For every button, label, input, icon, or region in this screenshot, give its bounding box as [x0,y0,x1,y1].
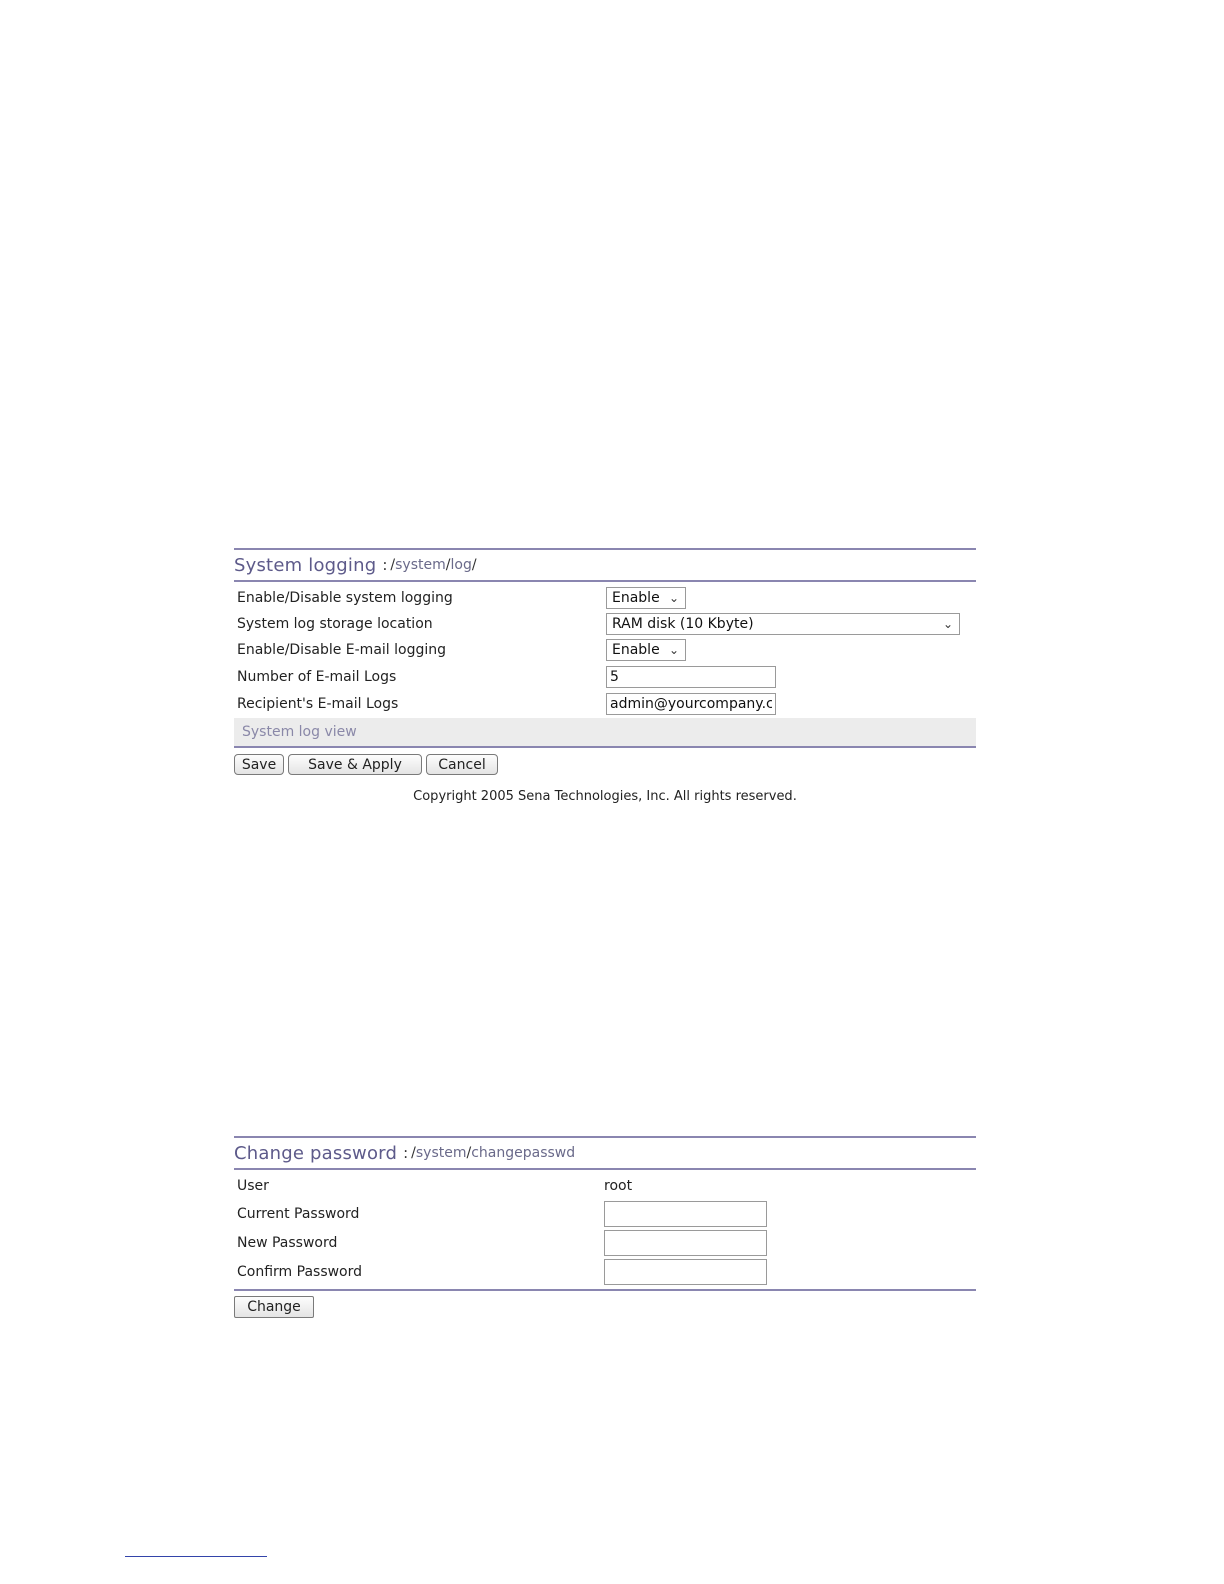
copyright-text: Copyright 2005 Sena Technologies, Inc. All rights reserved. [413,789,797,804]
panel-header [234,550,976,580]
breadcrumb-item[interactable]: system [415,1145,467,1161]
select-value: Enable [612,642,660,658]
footnote-divider [125,1556,267,1557]
system-log-view-link[interactable]: System log view [242,724,357,740]
log-view-bar [234,718,976,746]
user-value: root [604,1178,633,1194]
breadcrumb-item[interactable]: system [395,557,446,573]
chevron-down-icon: ⌄ [668,643,679,657]
page-title: Change password [234,1142,398,1164]
panel-header [234,1138,976,1168]
field-label: Current Password [237,1205,360,1222]
form-row [234,1257,976,1286]
title-separator: : [403,1144,409,1162]
form-row [234,585,976,611]
form-row [234,1228,976,1257]
breadcrumb-item[interactable]: log [450,557,472,573]
title-separator: : [382,556,388,574]
select-value: Enable [612,590,660,606]
form-row [234,690,976,718]
button-bar [234,1296,976,1318]
page-title: System logging [234,554,377,576]
field-label: Enable/Disable system logging [237,590,453,606]
email-logging-select[interactable] [606,639,686,661]
change-button[interactable]: Change [234,1296,314,1318]
form-row [234,1199,976,1228]
divider [234,1289,976,1291]
new-password-input[interactable] [604,1230,767,1256]
select-value: RAM disk (10 Kbyte) [612,616,754,632]
form-row [234,637,976,663]
current-password-input[interactable] [604,1201,767,1227]
system-logging-panel [234,548,976,804]
change-password-panel [234,1136,976,1318]
save-button[interactable]: Save [234,754,284,775]
field-label: System log storage location [237,616,433,632]
field-label: New Password [237,1234,338,1251]
form-row [234,1173,976,1199]
button-bar [234,754,976,775]
breadcrumb: /system/log/ [390,557,477,573]
form-row [234,663,976,690]
breadcrumb: /system/changepasswd [411,1145,576,1161]
save-apply-button[interactable]: Save & Apply [288,754,422,775]
field-label: Enable/Disable E-mail logging [237,642,447,658]
breadcrumb-item[interactable]: changepasswd [471,1145,576,1161]
field-label: User [237,1178,269,1194]
divider [234,580,976,582]
field-label: Recipient's E-mail Logs [237,696,399,712]
field-label: Number of E-mail Logs [237,668,397,685]
cancel-button[interactable]: Cancel [426,754,498,775]
divider [234,746,976,748]
confirm-password-input[interactable] [604,1259,767,1285]
system-logging-select[interactable] [606,587,686,609]
chevron-down-icon: ⌄ [668,591,679,605]
log-storage-select[interactable] [606,613,960,635]
email-log-count-input[interactable] [606,666,776,688]
recipient-email-input[interactable] [606,693,776,715]
form-row [234,611,976,637]
chevron-down-icon: ⌄ [942,617,953,631]
field-label: Confirm Password [237,1263,363,1280]
divider [234,1168,976,1170]
